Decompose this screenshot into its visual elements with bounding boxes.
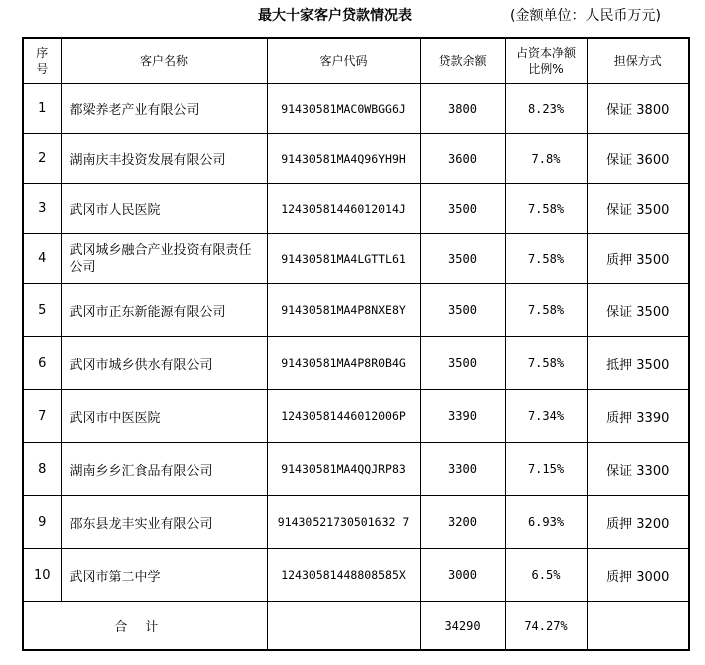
cell-guarantee: 保证 3500 <box>587 184 689 234</box>
cell-guarantee: 保证 3300 <box>587 443 689 496</box>
header-row <box>23 38 689 84</box>
cell-name: 武冈城乡融合产业投资有限责任公司 <box>61 234 267 284</box>
cell-code: 91430581MA4LGTTL61 <box>267 234 420 284</box>
header-code: 客户代码 <box>267 38 420 84</box>
cell-balance: 3500 <box>420 284 505 337</box>
cell-name: 武冈市第二中学 <box>61 549 267 602</box>
header-no: 序号 <box>23 38 61 84</box>
cell-ratio: 7.15% <box>505 443 587 496</box>
header-name: 客户名称 <box>61 38 267 84</box>
cell-name: 邵东县龙丰实业有限公司 <box>61 496 267 549</box>
cell-guarantee: 保证 3500 <box>587 284 689 337</box>
table-row <box>23 390 689 443</box>
cell-ratio: 7.58% <box>505 337 587 390</box>
table-row <box>23 496 689 549</box>
total-balance: 34290 <box>420 602 505 651</box>
cell-name: 武冈市人民医院 <box>61 184 267 234</box>
cell-code: 12430581446012006P <box>267 390 420 443</box>
cell-ratio: 6.93% <box>505 496 587 549</box>
cell-name: 武冈市城乡供水有限公司 <box>61 337 267 390</box>
cell-no: 1 <box>23 84 61 134</box>
cell-balance: 3500 <box>420 184 505 234</box>
cell-name: 湖南庆丰投资发展有限公司 <box>61 134 267 184</box>
table-row <box>23 284 689 337</box>
top-ten-customers-table <box>22 37 690 651</box>
cell-code: 12430581446012014J <box>267 184 420 234</box>
table-row <box>23 549 689 602</box>
cell-balance: 3000 <box>420 549 505 602</box>
header-balance: 贷款余额 <box>420 38 505 84</box>
table-row <box>23 337 689 390</box>
cell-balance: 3600 <box>420 134 505 184</box>
cell-no: 7 <box>23 390 61 443</box>
cell-ratio: 7.58% <box>505 284 587 337</box>
table-row <box>23 84 689 134</box>
total-row <box>23 602 689 651</box>
cell-guarantee: 质押 3200 <box>587 496 689 549</box>
cell-ratio: 7.58% <box>505 234 587 284</box>
cell-no: 6 <box>23 337 61 390</box>
cell-guarantee: 保证 3600 <box>587 134 689 184</box>
table-row <box>23 234 689 284</box>
cell-name: 都梁养老产业有限公司 <box>61 84 267 134</box>
cell-guarantee: 抵押 3500 <box>587 337 689 390</box>
cell-balance: 3500 <box>420 337 505 390</box>
table-row <box>23 443 689 496</box>
cell-ratio: 8.23% <box>505 84 587 134</box>
cell-ratio: 7.58% <box>505 184 587 234</box>
cell-ratio: 6.5% <box>505 549 587 602</box>
cell-no: 5 <box>23 284 61 337</box>
cell-no: 10 <box>23 549 61 602</box>
cell-name: 湖南乡乡汇食品有限公司 <box>61 443 267 496</box>
cell-code: 91430581MA4P8R0B4G <box>267 337 420 390</box>
cell-no: 9 <box>23 496 61 549</box>
cell-no: 8 <box>23 443 61 496</box>
cell-no: 2 <box>23 134 61 184</box>
cell-guarantee: 质押 3000 <box>587 549 689 602</box>
table-row <box>23 134 689 184</box>
cell-code: 91430581MA4Q96YH9H <box>267 134 420 184</box>
cell-balance: 3800 <box>420 84 505 134</box>
cell-balance: 3390 <box>420 390 505 443</box>
table-title: 最大十家客户贷款情况表 <box>258 8 412 24</box>
total-ratio: 74.27% <box>505 602 587 651</box>
cell-guarantee: 质押 3390 <box>587 390 689 443</box>
cell-name: 武冈市正东新能源有限公司 <box>61 284 267 337</box>
header-ratio: 占资本净额比例% <box>505 38 587 84</box>
total-label: 合计 <box>23 602 267 651</box>
cell-code: 91430581MA4P8NXE8Y <box>267 284 420 337</box>
total-guarantee-empty <box>587 602 689 651</box>
cell-code: 91430521730501632 7 <box>267 496 420 549</box>
cell-name: 武冈市中医医院 <box>61 390 267 443</box>
cell-balance: 3500 <box>420 234 505 284</box>
total-code-empty <box>267 602 420 651</box>
cell-no: 4 <box>23 234 61 284</box>
cell-ratio: 7.34% <box>505 390 587 443</box>
cell-balance: 3200 <box>420 496 505 549</box>
cell-code: 91430581MA4QQJRP83 <box>267 443 420 496</box>
cell-no: 3 <box>23 184 61 234</box>
amount-unit-note: (金额单位：人民币万元) <box>510 8 661 24</box>
cell-code: 12430581448808585X <box>267 549 420 602</box>
cell-guarantee: 保证 3800 <box>587 84 689 134</box>
cell-guarantee: 质押 3500 <box>587 234 689 284</box>
table-row <box>23 184 689 234</box>
cell-ratio: 7.8% <box>505 134 587 184</box>
cell-balance: 3300 <box>420 443 505 496</box>
header-guarantee: 担保方式 <box>587 38 689 84</box>
cell-code: 91430581MAC0WBGG6J <box>267 84 420 134</box>
